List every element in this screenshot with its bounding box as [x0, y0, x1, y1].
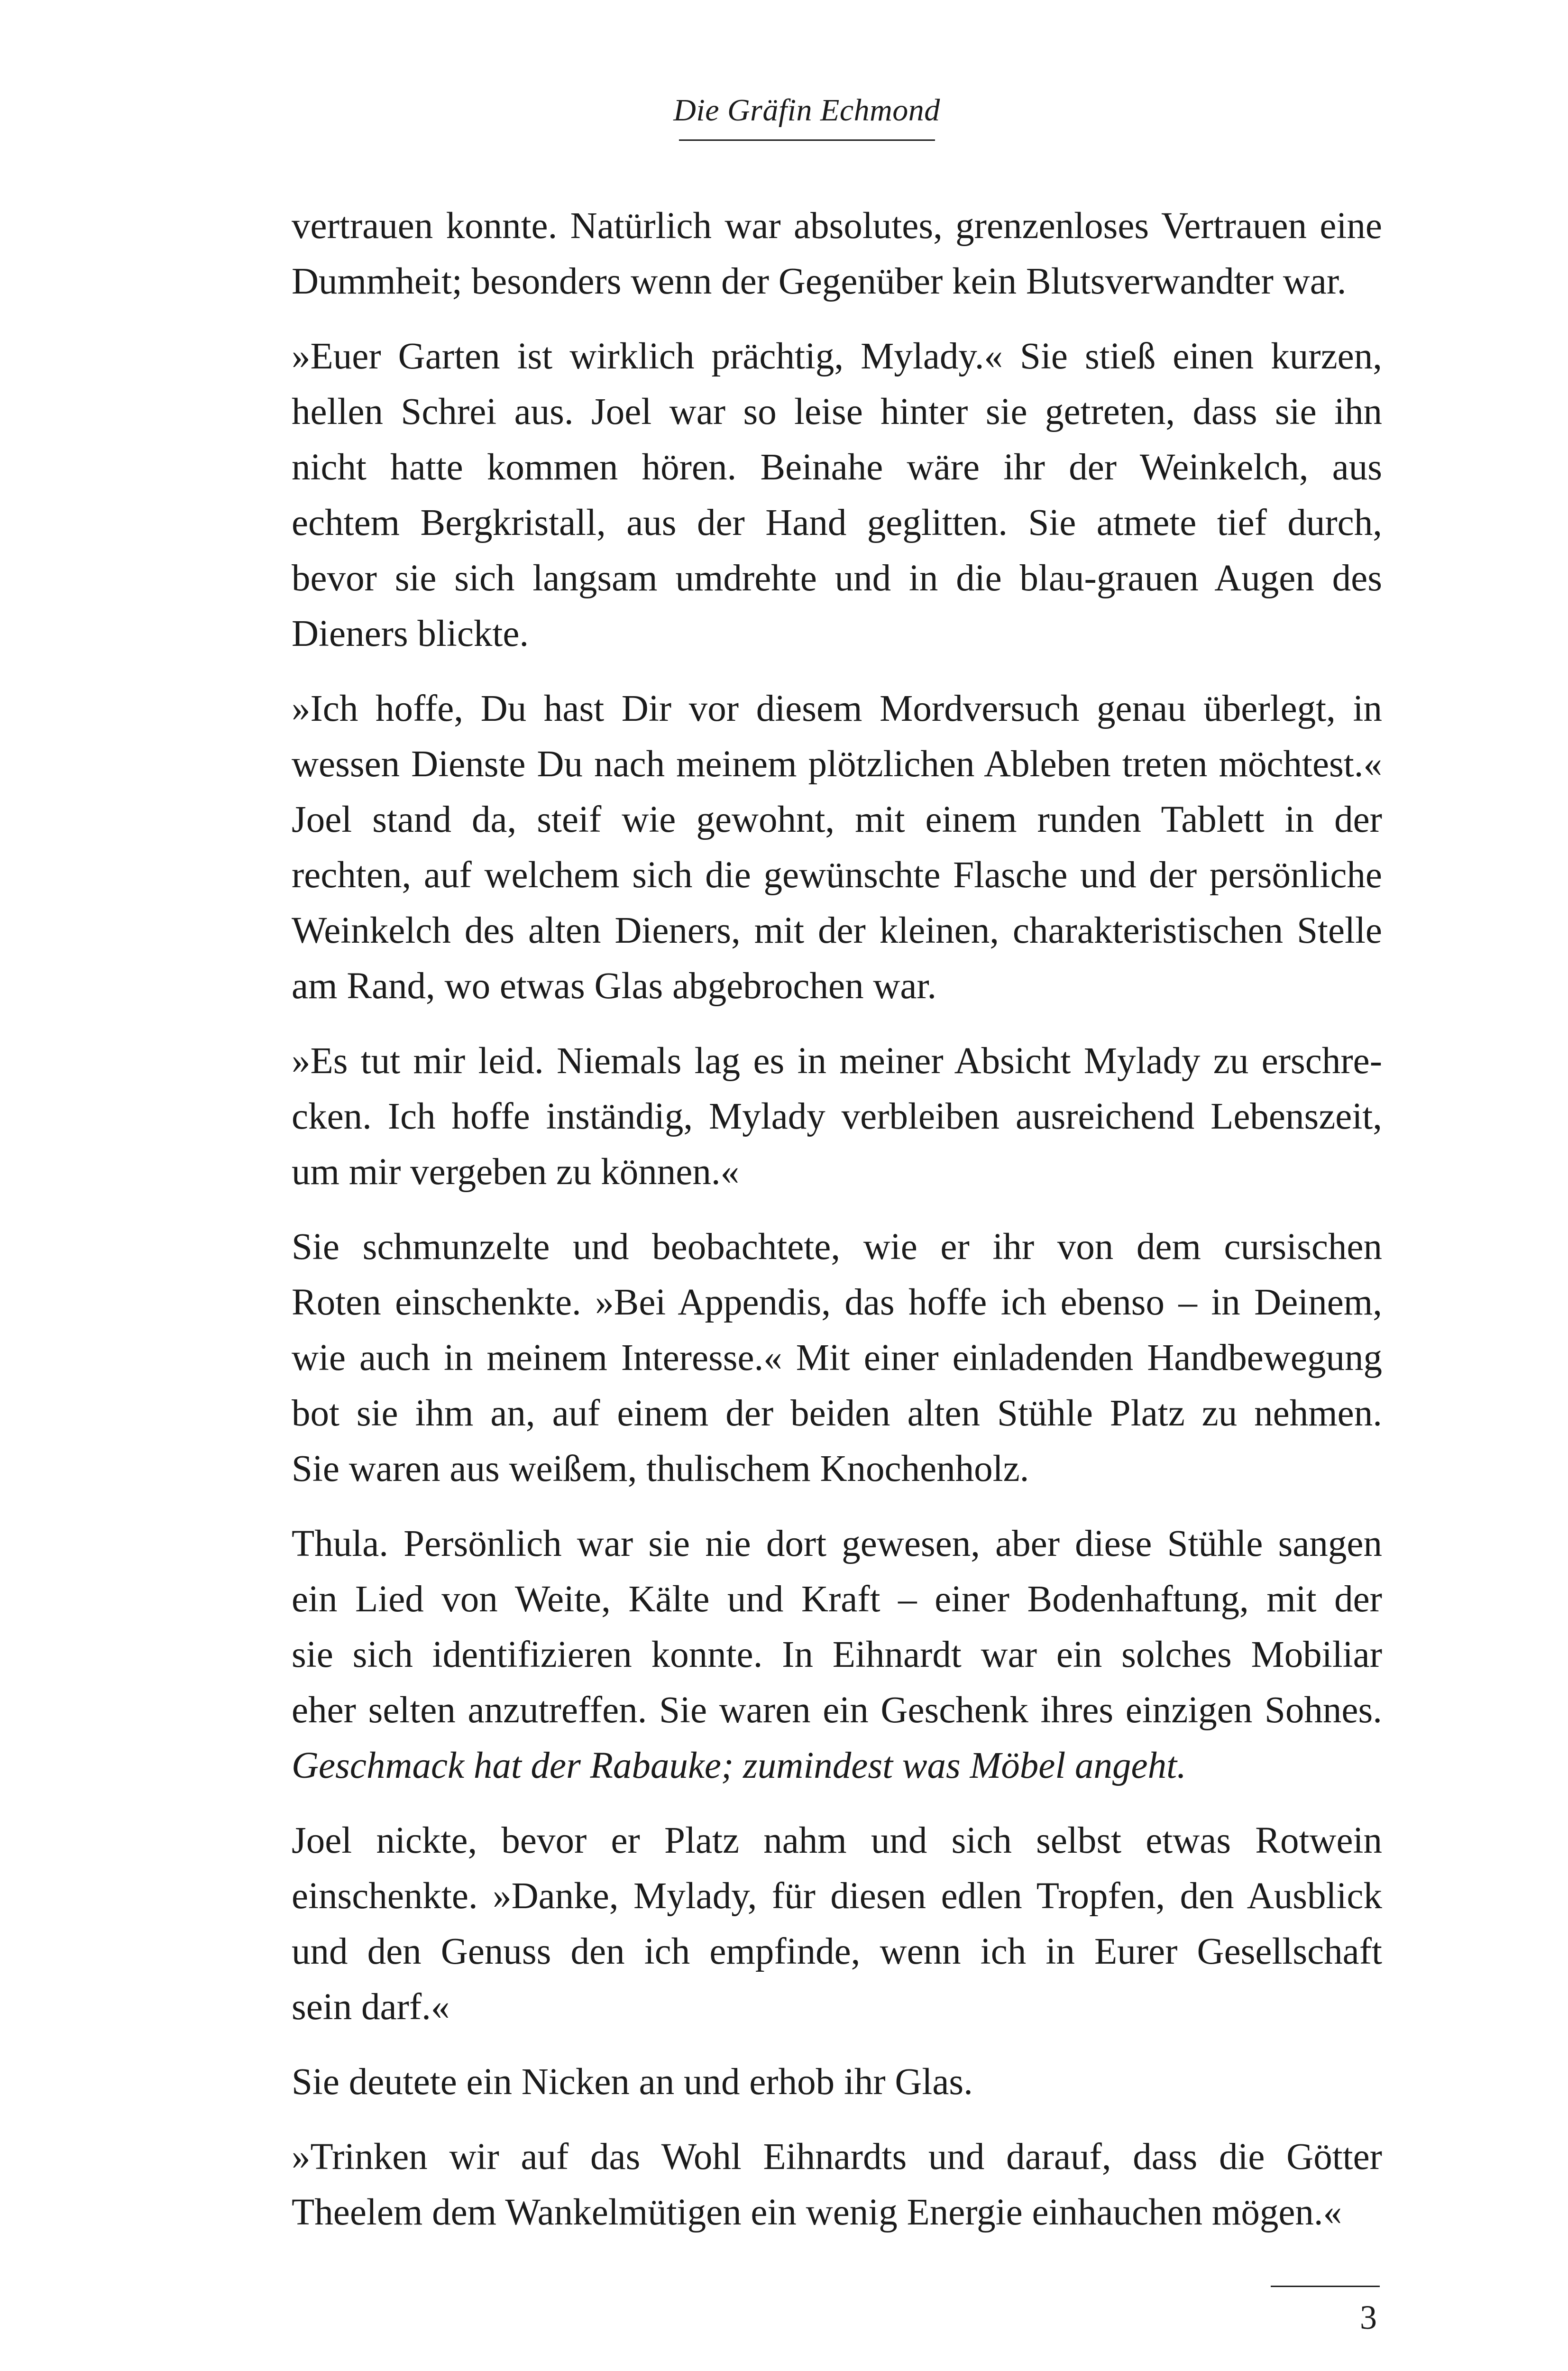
text-line: »Trinken wir auf das Wohl Eihnardts und darauf, dass die Götter: [292, 2136, 1382, 2178]
running-head-title: Die Gräfin Echmond: [673, 93, 940, 128]
paragraph-5: [292, 1219, 1382, 1497]
text-line: einschenkte. »Danke, Mylady, für diesen edlen Tropfen, den Ausblick: [292, 1875, 1382, 1917]
paragraph-6: [292, 1516, 1382, 1793]
text-line: Joel stand da, steif wie gewohnt, mit einem runden Tablett in der: [292, 799, 1382, 840]
text-line: Sie waren aus weißem, thulischem Knochenholz.: [292, 1448, 1029, 1489]
text-line: eher selten anzutreffen. Sie waren ein Geschenk ihres einzigen Sohnes.: [292, 1690, 1382, 1731]
paragraph-9: [292, 2129, 1382, 2240]
paragraph-2: [292, 329, 1382, 662]
text-line: und den Genuss den ich empfinde, wenn ich in Eurer Gesellschaft: [292, 1931, 1382, 1972]
text-line: sein darf.«: [292, 1986, 450, 2028]
text-line: Dieners blickte.: [292, 613, 529, 654]
footer-rule: [1271, 2286, 1380, 2287]
text-line: hellen Schrei aus. Joel war so leise hinter sie getreten, dass sie ihn: [292, 391, 1382, 432]
text-line: Sie schmunzelte und beobachtete, wie er ihr von dem cursischen: [292, 1226, 1382, 1268]
running-head-rule: [679, 139, 935, 141]
text-line: »Euer Garten ist wirklich prächtig, Mylady.« Sie stieß einen kurzen,: [292, 336, 1382, 377]
text-line: Roten einschenkte. »Bei Appendis, das hoffe ich ebenso – in Deinem,: [292, 1282, 1382, 1323]
text-line: Theelem dem Wankelmütigen ein wenig Energie einhauchen mögen.«: [292, 2192, 1342, 2233]
text-line: bot sie ihm an, auf einem der beiden alten Stühle Platz zu nehmen.: [292, 1393, 1382, 1434]
italic-thought-line: Geschmack hat der Rabauke; zumindest was Möbel angeht.: [292, 1745, 1186, 1786]
body-text: [292, 198, 1382, 2260]
running-head-block: [673, 95, 940, 141]
text-line: ein Lied von Weite, Kälte und Kraft – einer Bodenhaftung, mit der: [292, 1579, 1382, 1620]
text-line: sie sich identifizieren konnte. In Eihnardt war ein solches Mobiliar: [292, 1634, 1382, 1675]
paragraph-3: [292, 681, 1382, 1014]
text-line: bevor sie sich langsam umdrehte und in die blau-grauen Augen des: [292, 558, 1382, 599]
text-line: »Es tut mir leid. Niemals lag es in meiner Absicht Mylady zu erschre-: [292, 1040, 1382, 1082]
paragraph-8: [292, 2054, 1382, 2110]
text-line: »Ich hoffe, Du hast Dir vor diesem Mordversuch genau überlegt, in: [292, 688, 1382, 729]
paragraph-7: [292, 1813, 1382, 2035]
text-line: am Rand, wo etwas Glas abgebrochen war.: [292, 965, 937, 1007]
text-line: vertrauen konnte. Natürlich war absolutes, grenzenloses Vertrauen eine: [292, 205, 1382, 247]
running-head: [0, 95, 1568, 141]
paragraph-1: [292, 198, 1382, 309]
text-line: wie auch in meinem Interesse.« Mit einer einladenden Handbewegung: [292, 1337, 1382, 1378]
text-line: echtem Bergkristall, aus der Hand geglitten. Sie atmete tief durch,: [292, 502, 1382, 543]
text-line: Joel nickte, bevor er Platz nahm und sich selbst etwas Rotwein: [292, 1820, 1382, 1861]
text-line: um mir vergeben zu können.«: [292, 1151, 740, 1193]
text-line: wessen Dienste Du nach meinem plötzlichen Ableben treten möchtest.«: [292, 744, 1382, 785]
text-line: Sie deutete ein Nicken an und erhob ihr Glas.: [292, 2061, 973, 2103]
text-line: cken. Ich hoffe inständig, Mylady verbleiben ausreichend Lebenszeit,: [292, 1096, 1382, 1137]
text-line: Dummheit; besonders wenn der Gegenüber kein Blutsverwandter war.: [292, 261, 1347, 302]
text-line: Thula. Persönlich war sie nie dort gewesen, aber diese Stühle sangen: [292, 1523, 1382, 1564]
text-line: nicht hatte kommen hören. Beinahe wäre ihr der Weinkelch, aus: [292, 447, 1382, 488]
paragraph-4: [292, 1033, 1382, 1200]
text-line: rechten, auf welchem sich die gewünschte Flasche und der persönliche: [292, 855, 1382, 896]
page-footer: [1271, 2286, 1380, 2334]
text-line: Weinkelch des alten Dieners, mit der kleinen, charakteristischen Stelle: [292, 910, 1382, 951]
page-number: 3: [1360, 2298, 1377, 2336]
